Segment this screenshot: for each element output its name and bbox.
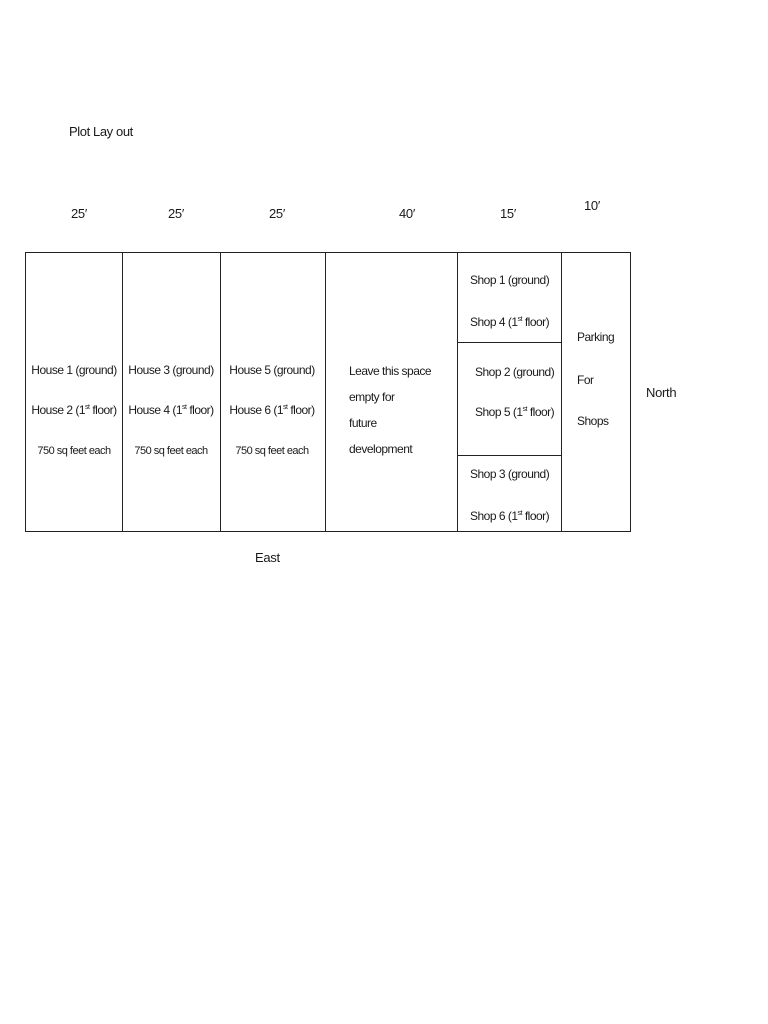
house-first-floor-label: House 2 (1st floor) [31, 403, 117, 417]
dimension-label-plot-2: 25′ [168, 206, 184, 221]
empty-space-label-line: development [349, 442, 413, 456]
empty-space-label-line: Leave this space [349, 364, 432, 378]
dimension-label-shops: 15′ [500, 206, 516, 221]
plot-divider [561, 253, 562, 531]
plot-divider [457, 253, 458, 531]
dimension-label-plot-1: 25′ [71, 206, 87, 221]
page-title: Plot Lay out [69, 124, 133, 139]
shop-ground-label: Shop 1 (ground) [470, 273, 550, 287]
house-ground-label: House 3 (ground) [128, 363, 214, 377]
dimension-label-plot-3: 25′ [269, 206, 285, 221]
shop-divider [457, 342, 562, 343]
house-ground-label: House 5 (ground) [229, 363, 315, 377]
plot-layout-diagram [25, 252, 631, 532]
shop-ground-label: Shop 2 (ground) [475, 365, 555, 379]
empty-space-label-line: empty for [349, 390, 395, 404]
plot-divider [122, 253, 123, 531]
parking-label-line: Parking [577, 330, 615, 344]
compass-north-label: North [646, 385, 677, 400]
dimension-label-parking: 10′ [584, 198, 600, 213]
house-first-floor-label: House 6 (1st floor) [229, 403, 315, 417]
house-area-label: 750 sq feet each [134, 445, 208, 457]
plot-divider [325, 253, 326, 531]
house-first-floor-label: House 4 (1st floor) [128, 403, 214, 417]
shop-ground-label: Shop 3 (ground) [470, 467, 550, 481]
house-area-label: 750 sq feet each [235, 445, 309, 457]
shop-first-floor-label: Shop 4 (1st floor) [470, 315, 550, 329]
compass-east-label: East [255, 550, 280, 565]
dimension-label-empty-space: 40′ [399, 206, 415, 221]
parking-label-line: Shops [577, 414, 609, 428]
plot-divider [220, 253, 221, 531]
house-ground-label: House 1 (ground) [31, 363, 117, 377]
parking-label-line: For [577, 373, 594, 387]
empty-space-label-line: future [349, 416, 377, 430]
shop-divider [457, 455, 562, 456]
house-area-label: 750 sq feet each [37, 445, 111, 457]
shop-first-floor-label: Shop 6 (1st floor) [470, 509, 550, 523]
shop-first-floor-label: Shop 5 (1st floor) [475, 405, 555, 419]
